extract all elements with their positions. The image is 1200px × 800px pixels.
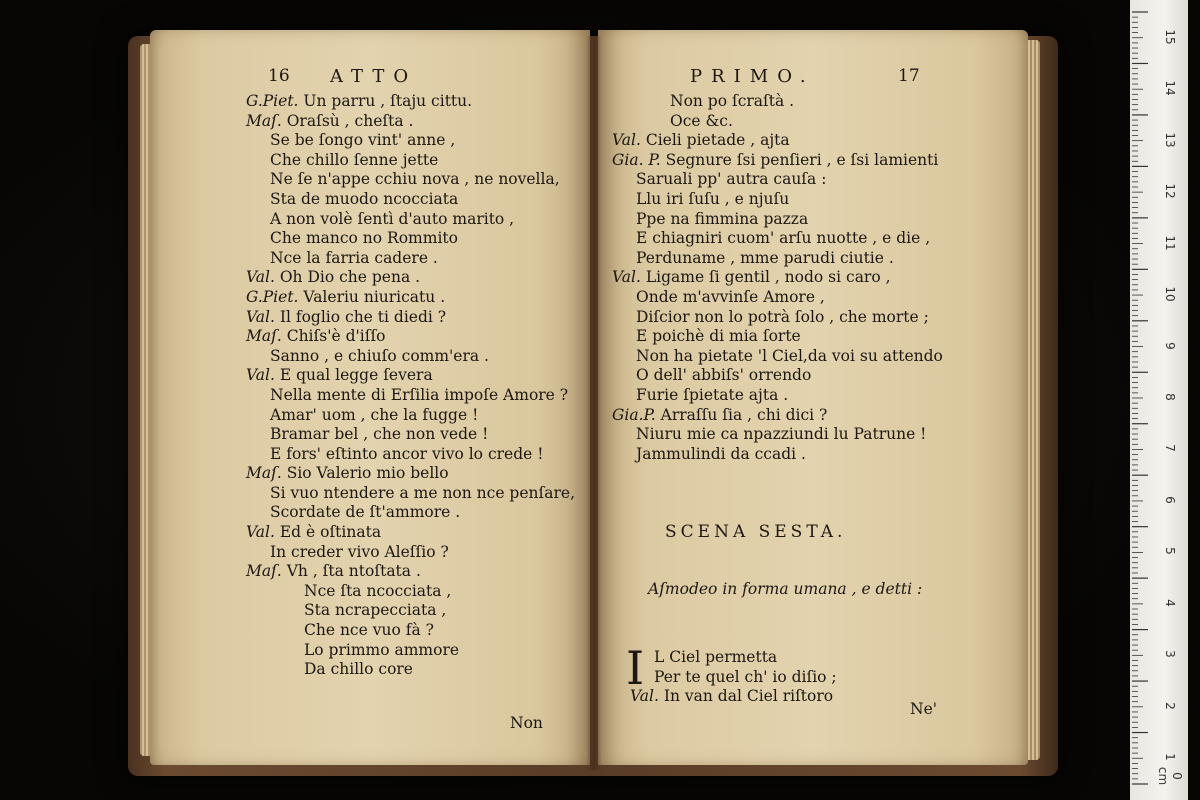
verse-line xyxy=(612,406,943,426)
verse-line xyxy=(246,210,575,230)
speaker-label: Val. xyxy=(612,268,641,287)
verse-line xyxy=(246,621,575,641)
measuring-ruler xyxy=(1130,0,1188,800)
verse-line xyxy=(246,601,575,621)
verse-line xyxy=(612,445,943,465)
line-text: Jammulindi da ccadi . xyxy=(636,444,806,463)
verse-line xyxy=(612,112,943,132)
verse-line xyxy=(246,464,575,484)
line-text: Ppe na fimmina pazza xyxy=(636,209,809,228)
left-page-text xyxy=(246,92,575,680)
verse-line xyxy=(246,327,575,347)
line-text: Che manco no Rommito xyxy=(270,229,458,248)
ruler-number: 10 xyxy=(1163,286,1177,302)
line-text: Segnure ſsi penſieri , e ſsi lamienti xyxy=(665,150,939,169)
verse-line xyxy=(246,641,575,661)
ruler-number: 9 xyxy=(1163,341,1177,350)
left-catchword: Non xyxy=(510,714,543,732)
line-text: E chiagniri cuom' arſu nuotte , e die , xyxy=(636,229,931,248)
line-text: Llu iri ſuſu , e njuſu xyxy=(636,189,790,208)
line-text: In van dal Ciel riſtoro xyxy=(663,687,834,706)
line-text: Ed è oſtinata xyxy=(279,523,382,542)
verse-line xyxy=(612,229,943,249)
verse-line xyxy=(630,668,837,688)
right-running-head: PRIMO. xyxy=(690,66,815,87)
line-text: Furie ſpietate ajta . xyxy=(636,385,789,404)
verse-line xyxy=(246,112,575,132)
ruler-number: 2 xyxy=(1163,701,1177,710)
speaker-label: Val. xyxy=(246,307,275,326)
verse-line xyxy=(612,170,943,190)
line-text: Scordate de ſt'ammore . xyxy=(270,503,461,522)
verse-line xyxy=(246,660,575,680)
speaker-label: Maſ. xyxy=(246,464,282,483)
ruler-number: 8 xyxy=(1163,393,1177,401)
left-running-head: ATTO xyxy=(330,66,418,87)
verse-line xyxy=(246,229,575,249)
line-text: Se be ſongo vint' anne , xyxy=(270,131,456,150)
line-text: Valeriu niuricatu . xyxy=(303,287,446,306)
verse-line xyxy=(612,190,943,210)
speaker-label: Val. xyxy=(630,687,659,706)
line-text: Un parru , ſtaju cittu. xyxy=(303,92,473,110)
left-folio: 16 xyxy=(268,66,290,86)
verse-line xyxy=(630,648,837,668)
verse-line xyxy=(246,190,575,210)
ruler-number: 6 xyxy=(1163,496,1177,504)
verse-line xyxy=(246,366,575,386)
verse-line xyxy=(246,308,575,328)
verse-line xyxy=(246,288,575,308)
ruler-number: 13 xyxy=(1163,132,1177,148)
ruler-number: 3 xyxy=(1163,650,1177,659)
line-text: Lo primmo ammore xyxy=(304,640,460,659)
speaker-label: Gia.P. xyxy=(612,405,656,424)
line-text: Per te quel ch' io diſio ; xyxy=(654,667,837,686)
line-text: Il foglio che ti diedi ? xyxy=(279,307,447,326)
line-text: Arraſſu ſia , chi dici ? xyxy=(660,405,828,424)
speaker-label: G.Piet. xyxy=(246,92,299,110)
verse-line xyxy=(612,327,943,347)
line-text: Non po ſcraſtà . xyxy=(670,92,795,110)
ruler-number: 1 xyxy=(1163,753,1177,762)
line-text: A non volè ſentì d'auto marito , xyxy=(270,209,515,228)
verse-line xyxy=(612,425,943,445)
verse-line xyxy=(630,687,837,707)
line-text: Oh Dio che pena . xyxy=(279,268,421,287)
line-text: Sio Valerio mio bello xyxy=(286,464,449,483)
line-text: Oraſsù , cheſta . xyxy=(286,111,414,130)
speaker-label: G.Piet. xyxy=(246,287,299,306)
verse-line xyxy=(612,386,943,406)
line-text: Diſcior non lo potrà ſolo , che morte ; xyxy=(636,307,929,326)
scene-title: SCENA SESTA. xyxy=(665,522,847,542)
line-text: Cieli pietade , ajta xyxy=(645,131,790,150)
verse-line xyxy=(612,268,943,288)
line-text: Nce ſta ncocciata , xyxy=(304,581,452,600)
line-text: Si vuo ntendere a me non nce penſare, xyxy=(270,483,575,502)
verse-line xyxy=(612,249,943,269)
verse-line xyxy=(246,425,575,445)
ruler-number: 11 xyxy=(1163,234,1177,251)
right-page-closing-text xyxy=(630,648,837,707)
verse-line xyxy=(246,151,575,171)
verse-line xyxy=(612,366,943,386)
verse-line xyxy=(246,503,575,523)
verse-line xyxy=(246,543,575,563)
line-text: E fors' eſtinto ancor vivo lo crede ! xyxy=(270,444,544,463)
line-text: E qual legge ſevera xyxy=(279,366,433,385)
verse-line xyxy=(612,308,943,328)
verse-line xyxy=(612,92,943,112)
verse-line xyxy=(612,151,943,171)
ruler-number: 0 cm xyxy=(1156,766,1184,786)
speaker-label: Val. xyxy=(612,131,641,150)
verse-line xyxy=(612,347,943,367)
drop-cap: I xyxy=(626,641,645,695)
verse-line xyxy=(246,92,575,112)
line-text: Ligame ſi gentil , nodo si caro , xyxy=(645,268,891,287)
line-text: Nella mente di Erſilia impoſe Amore ? xyxy=(270,385,569,404)
right-page-text xyxy=(612,92,943,464)
speaker-label: Maſ. xyxy=(246,562,282,581)
verse-line xyxy=(246,268,575,288)
verse-line xyxy=(246,170,575,190)
line-text: Bramar bel , che non vede ! xyxy=(270,425,489,444)
verse-line xyxy=(246,249,575,269)
right-folio: 17 xyxy=(898,66,920,86)
ruler-number: 5 xyxy=(1163,547,1177,556)
line-text: Oce &c. xyxy=(670,111,733,130)
verse-line xyxy=(246,347,575,367)
line-text: Da chillo core xyxy=(304,660,413,679)
line-text: In creder vivo Aleſſio ? xyxy=(270,542,449,561)
line-text: Non ha pietate 'l Ciel,da voi su attendo xyxy=(636,346,943,365)
line-text: Nce la farria cadere . xyxy=(270,248,438,267)
speaker-label: Val. xyxy=(246,268,275,287)
line-text: Amar' uom , che la fugge ! xyxy=(270,405,479,424)
line-text: Perduname , mme parudi ciutie . xyxy=(636,248,894,267)
verse-line xyxy=(246,131,575,151)
verse-line xyxy=(612,210,943,230)
line-text: Ne ſe n'appe cchiu nova , ne novella, xyxy=(270,170,560,189)
line-text: Onde m'avvinſe Amore , xyxy=(636,287,825,306)
line-text: O dell' abbiſs' orrendo xyxy=(636,366,812,385)
speaker-label: Gia. P. xyxy=(612,150,661,169)
speaker-label: Maſ. xyxy=(246,111,282,130)
ruler-number: 14 xyxy=(1163,80,1177,96)
line-text: L Ciel permetta xyxy=(654,648,778,666)
verse-line xyxy=(612,131,943,151)
verse-line xyxy=(246,582,575,602)
speaker-label: Maſ. xyxy=(246,327,282,346)
ruler-number: 4 xyxy=(1163,599,1177,607)
verse-line xyxy=(246,562,575,582)
ruler-ticks xyxy=(1130,0,1188,800)
verse-line xyxy=(246,406,575,426)
stage-direction: Aſmodeo in forma umana , e detti : xyxy=(648,580,923,598)
line-text: Sanno , e chiuſo comm'era . xyxy=(270,346,489,365)
verse-line xyxy=(246,445,575,465)
speaker-label: Val. xyxy=(246,523,275,542)
line-text: Sta de muodo ncocciata xyxy=(270,189,459,208)
speaker-label: Val. xyxy=(246,366,275,385)
line-text: Che nce vuo fà ? xyxy=(304,621,434,640)
line-text: Saruali pp' autra cauſa : xyxy=(636,170,827,189)
verse-line xyxy=(612,288,943,308)
ruler-number: 7 xyxy=(1163,444,1177,453)
verse-line xyxy=(246,386,575,406)
verse-line xyxy=(246,484,575,504)
line-text: Vh , ſta ntoſtata . xyxy=(286,562,421,581)
line-text: Sta ncrapecciata , xyxy=(304,601,447,620)
ruler-number: 15 xyxy=(1163,29,1177,45)
line-text: Niuru mie ca npazziundi lu Patrune ! xyxy=(636,425,927,444)
right-catchword: Ne' xyxy=(910,700,937,718)
line-text: Che chillo ſenne jette xyxy=(270,150,439,169)
ruler-number: 12 xyxy=(1163,183,1177,199)
line-text: E poichè di mia ſorte xyxy=(636,327,801,346)
book-gutter xyxy=(586,36,602,770)
verse-line xyxy=(246,523,575,543)
line-text: Chiſs'è d'iſſo xyxy=(286,327,386,346)
